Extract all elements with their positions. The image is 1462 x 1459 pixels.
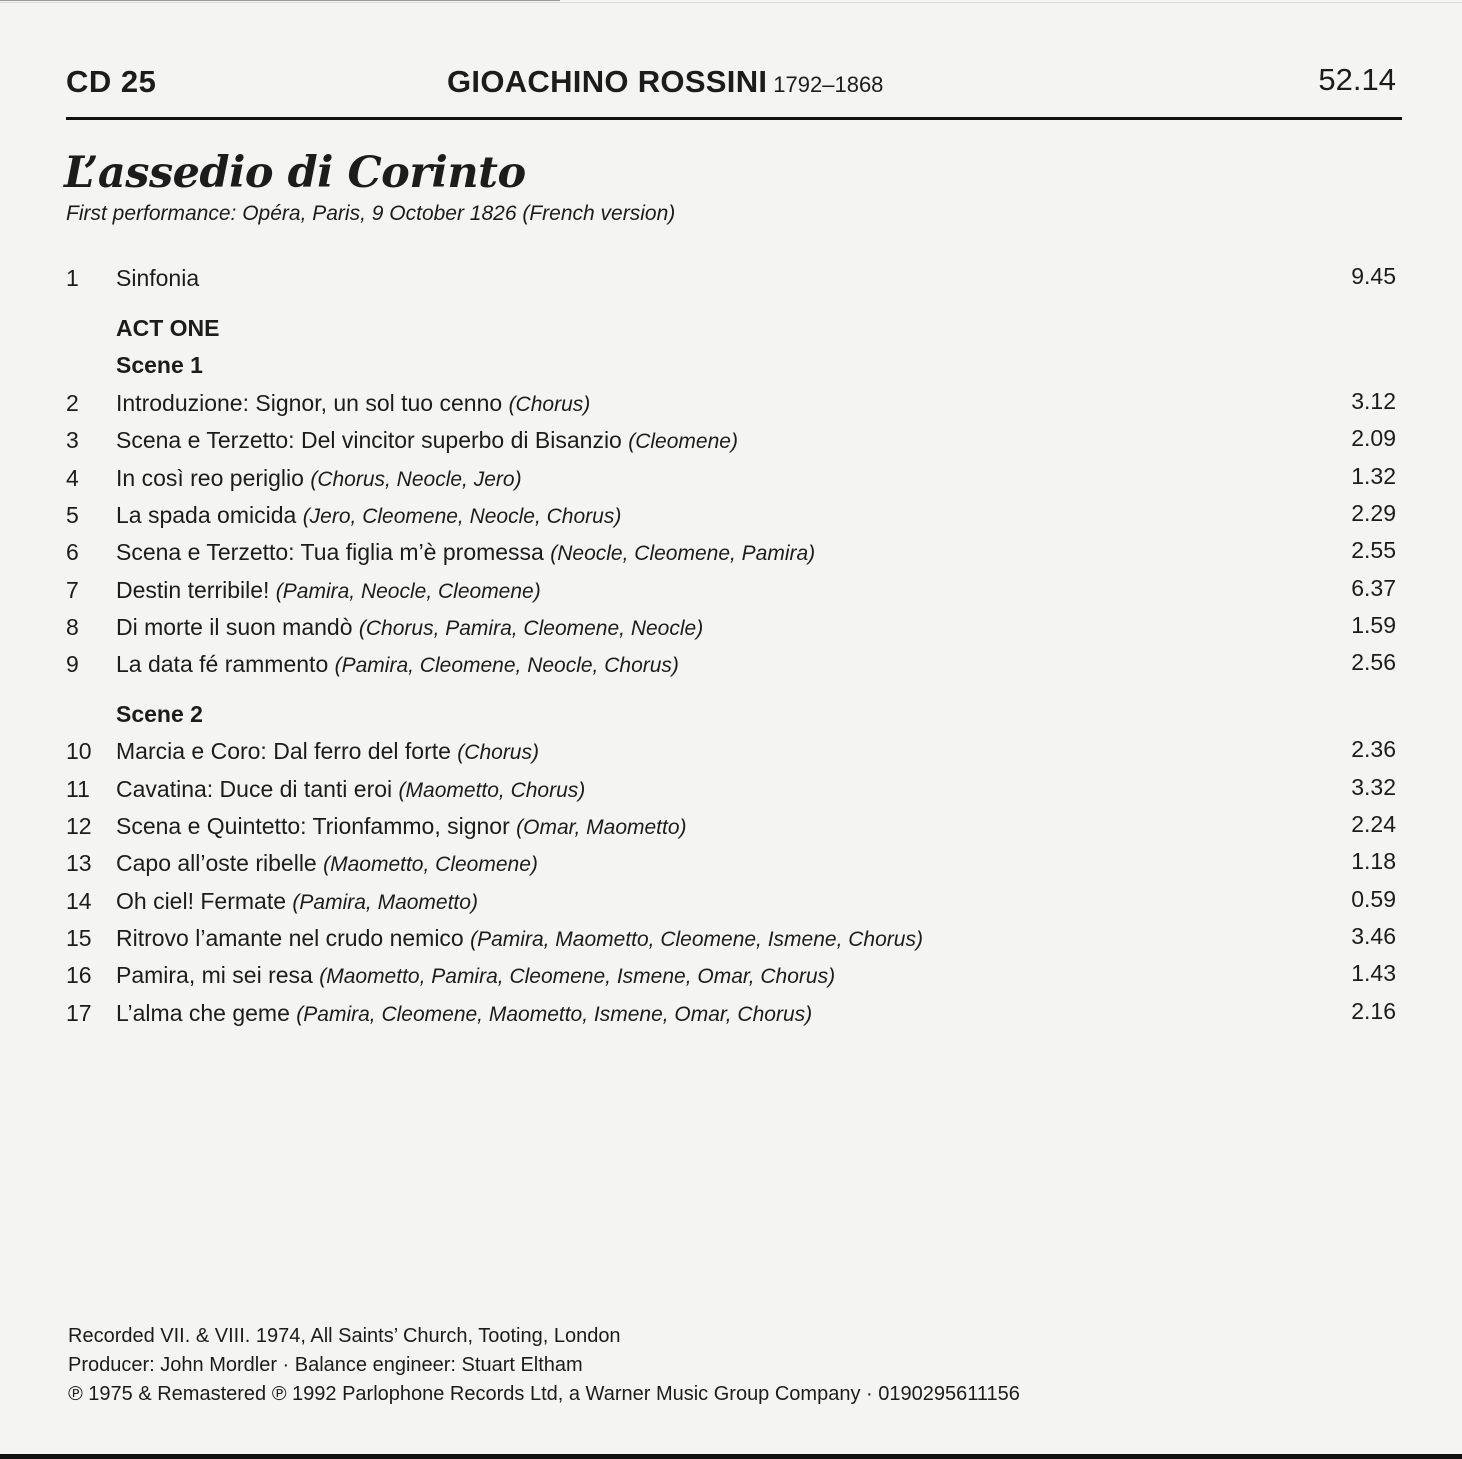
- track-roles: (Pamira, Cleomene, Maometto, Ismene, Omar, Chorus): [296, 1003, 813, 1026]
- track-number: 6: [66, 539, 79, 565]
- track-roles: (Chorus): [457, 741, 539, 764]
- track-roles: (Jero, Cleomene, Neocle, Chorus): [302, 505, 622, 528]
- bottom-rule: [0, 1454, 1462, 1459]
- scene-heading: Scene 1: [116, 352, 203, 378]
- track-title: Marcia e Coro: Dal ferro del forte (Chorus): [116, 738, 539, 764]
- track-duration: 2.36: [1351, 736, 1396, 762]
- track-number: 14: [66, 888, 92, 914]
- track-title: Capo all’oste ribelle (Maometto, Cleomene): [116, 850, 538, 876]
- track-row: [66, 962, 1396, 992]
- track-duration: 3.32: [1351, 774, 1396, 800]
- track-title: Cavatina: Duce di tanti eroi (Maometto, Chorus): [116, 776, 586, 802]
- producer-info: Producer: John Mordler · Balance engineer: Stuart Eltham: [68, 1354, 583, 1376]
- track-duration: 3.46: [1351, 923, 1396, 949]
- track-duration: 0.59: [1351, 886, 1396, 912]
- composer-years: 1792–1868: [773, 72, 884, 97]
- track-duration: 2.24: [1351, 811, 1396, 837]
- track-duration: 6.37: [1351, 575, 1396, 601]
- track-number: 16: [66, 962, 92, 988]
- track-number: 8: [66, 614, 79, 640]
- track-row: [66, 614, 1396, 644]
- track-title: Scena e Terzetto: Tua figlia m’è promessa (Neocle, Cleomene, Pamira): [116, 539, 816, 565]
- track-row: [66, 850, 1396, 880]
- track-duration: 2.56: [1351, 649, 1396, 675]
- track-duration: 2.09: [1351, 425, 1396, 451]
- track-title: Introduzione: Signor, un sol tuo cenno (Chorus): [116, 390, 591, 416]
- top-edge-line: [0, 0, 560, 1]
- track-number: 17: [66, 1000, 92, 1026]
- act-heading: ACT ONE: [116, 315, 220, 341]
- track-title: Destin terribile! (Pamira, Neocle, Cleomene): [116, 577, 541, 603]
- track-roles: (Chorus, Pamira, Cleomene, Neocle): [358, 617, 704, 640]
- track-row: [66, 925, 1396, 955]
- track-roles: (Pamira, Cleomene, Neocle, Chorus): [334, 654, 679, 677]
- track-duration: 1.18: [1351, 848, 1396, 874]
- track-title: Scena e Quintetto: Trionfammo, signor (Omar, Maometto): [116, 813, 687, 839]
- track-number: 11: [66, 776, 90, 802]
- track-number: 3: [66, 427, 79, 453]
- track-number: 9: [66, 651, 79, 677]
- track-title: Pamira, mi sei resa (Maometto, Pamira, Cleomene, Ismene, Omar, Chorus): [116, 962, 836, 988]
- track-duration: 2.55: [1351, 537, 1396, 563]
- work-title: L’assedio di Corinto: [64, 148, 526, 198]
- track-title: Ritrovo l’amante nel crudo nemico (Pamira, Maometto, Cleomene, Ismene, Chorus): [116, 925, 923, 951]
- track-row: [66, 1000, 1396, 1030]
- track-row: [66, 390, 1396, 420]
- track-number: 12: [66, 813, 92, 839]
- track-duration: 2.29: [1351, 500, 1396, 526]
- track-roles: (Pamira, Maometto): [292, 891, 478, 914]
- track-row: [66, 813, 1396, 843]
- track-roles: (Chorus, Neocle, Jero): [310, 468, 522, 491]
- track-number: 10: [66, 738, 92, 764]
- track-roles: (Cleomene): [628, 430, 738, 453]
- composer: [447, 64, 883, 100]
- cd-number: CD 25: [66, 64, 157, 99]
- track-number: 5: [66, 502, 79, 528]
- total-duration: 52.14: [1318, 62, 1396, 97]
- track-row: [66, 738, 1396, 768]
- top-edge-faint-line: [0, 2, 1462, 3]
- track-number: 15: [66, 925, 92, 951]
- track-number: 1: [66, 265, 79, 291]
- track-title: Scena e Terzetto: Del vincitor superbo di Bisanzio (Cleomene): [116, 427, 738, 453]
- track-row: [66, 539, 1396, 569]
- header-rule: [66, 117, 1402, 120]
- track-row: [66, 888, 1396, 918]
- track-title: Oh ciel! Fermate (Pamira, Maometto): [116, 888, 478, 914]
- track-roles: (Maometto, Chorus): [398, 779, 586, 802]
- track-duration: 9.45: [1351, 263, 1396, 289]
- track-row: [66, 577, 1396, 607]
- scene-heading: Scene 2: [116, 701, 203, 727]
- track-number: 7: [66, 577, 79, 603]
- track-roles: (Chorus): [508, 393, 591, 416]
- track-duration: 1.32: [1351, 463, 1396, 489]
- track-roles: (Omar, Maometto): [516, 816, 687, 839]
- recording-info: Recorded VII. & VIII. 1974, All Saints’ Church, Tooting, London: [68, 1325, 621, 1347]
- track-title: La data fé rammento (Pamira, Cleomene, Neocle, Chorus): [116, 651, 679, 677]
- work-subtitle: First performance: Opéra, Paris, 9 October 1826 (French version): [66, 202, 676, 225]
- track-duration: 1.43: [1351, 960, 1396, 986]
- track-row: [66, 776, 1396, 806]
- track-roles: (Pamira, Maometto, Cleomene, Ismene, Chorus): [470, 928, 923, 951]
- track-row: [66, 265, 1396, 295]
- track-roles: (Maometto, Cleomene): [323, 853, 538, 876]
- page-header: [66, 60, 1396, 106]
- track-title: L’alma che geme (Pamira, Cleomene, Maometto, Ismene, Omar, Chorus): [116, 1000, 813, 1026]
- track-title: Sinfonia: [116, 265, 200, 291]
- track-row: [66, 465, 1396, 495]
- track-number: 13: [66, 850, 92, 876]
- copyright-info: ℗ 1975 & Remastered ℗ 1992 Parlophone Records Ltd, a Warner Music Group Company · 0190295611156: [68, 1383, 1020, 1405]
- track-roles: (Neocle, Cleomene, Pamira): [550, 542, 816, 565]
- track-title: La spada omicida (Jero, Cleomene, Neocle, Chorus): [116, 502, 622, 528]
- track-row: [66, 502, 1396, 532]
- track-duration: 1.59: [1351, 612, 1396, 638]
- credits: [68, 1322, 1020, 1409]
- track-title: In così reo periglio (Chorus, Neocle, Jero): [116, 465, 522, 491]
- track-duration: 3.12: [1351, 388, 1396, 414]
- track-roles: (Maometto, Pamira, Cleomene, Ismene, Omar, Chorus): [319, 965, 836, 988]
- track-number: 4: [66, 465, 79, 491]
- track-number: 2: [66, 390, 79, 416]
- track-row: [66, 427, 1396, 457]
- composer-name: GIOACHINO ROSSINI: [447, 64, 768, 99]
- track-title: Di morte il suon mandò (Chorus, Pamira, Cleomene, Neocle): [116, 614, 704, 640]
- track-roles: (Pamira, Neocle, Cleomene): [275, 580, 541, 603]
- track-duration: 2.16: [1351, 998, 1396, 1024]
- track-row: [66, 651, 1396, 681]
